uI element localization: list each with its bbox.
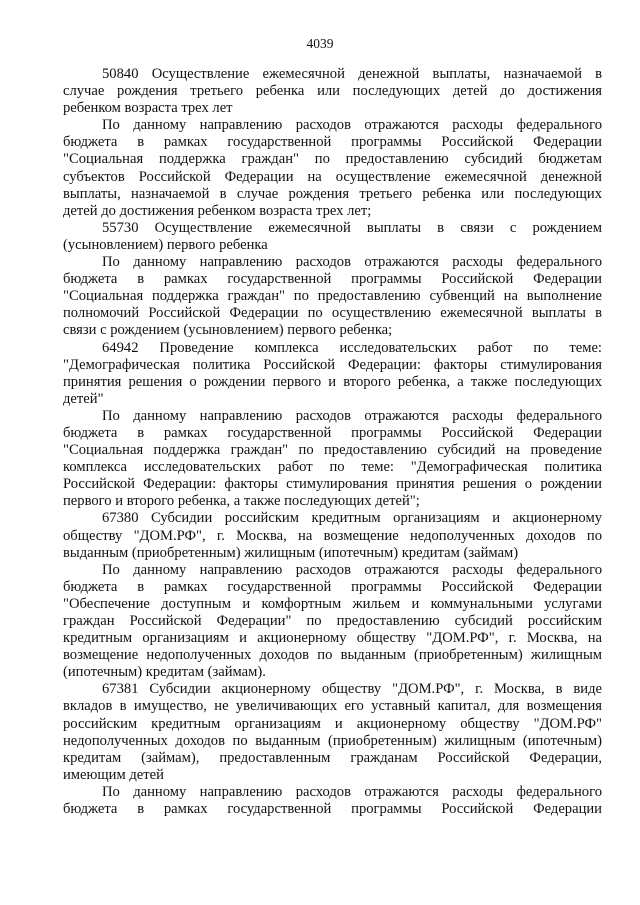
paragraph-description-67380	[63, 562, 602, 682]
page-number: 4039	[306, 36, 334, 51]
text-line: бюджета в рамках государственной программы Российской Федерации	[63, 801, 602, 818]
text-line: кредитам (займам), предоставленным гражданам Российской Федерации,	[63, 749, 602, 766]
paragraph-code-67381	[63, 681, 602, 784]
text-line: российским кредитным организациям и акционерному обществу "ДОМ.РФ"	[63, 715, 602, 732]
text-line: "Социальная поддержка граждан" по предоставлению субвенций на выполнение	[63, 288, 602, 305]
text-line: принятия решения о рождении первого и второго ребенка, а также последующих	[63, 373, 602, 390]
text-line: бюджета в рамках государственной программы Российской Федерации	[63, 578, 602, 595]
text-line: "Социальная поддержка граждан" по предоставлению субсидий бюджетам	[63, 151, 602, 168]
text-line: (ипотечным) кредитам (займам).	[63, 664, 266, 681]
text-line: 64942 Проведение комплекса исследовательских работ по теме:	[102, 339, 602, 356]
text-line: комплекса исследовательских работ по теме: "Демографическая политика	[63, 459, 602, 476]
text-line: 55730 Осуществление ежемесячной выплаты в связи с рождением	[102, 219, 602, 236]
text-line: бюджета в рамках государственной программы Российской Федерации	[63, 134, 602, 151]
paragraph-description-50840	[63, 117, 602, 220]
text-line: бюджета в рамках государственной программы Российской Федерации	[63, 424, 602, 441]
text-line: По данному направлению расходов отражаются расходы федерального	[102, 254, 602, 271]
text-line: субъектов Российской Федерации на осуществление ежемесячной денежной	[63, 168, 602, 185]
text-line: "Социальная поддержка граждан" по предоставлению субсидий на проведение	[63, 442, 602, 459]
paragraph-code-50840	[63, 66, 602, 117]
text-line: (усыновлением) первого ребенка	[63, 236, 268, 253]
text-line: детей до достижения ребенком возраста трех лет;	[63, 202, 372, 219]
text-line: 67381 Субсидии акционерному обществу "ДОМ.РФ", г. Москва, в виде	[102, 681, 602, 698]
text-line: недополученных доходов по выданным (приобретенным) жилищным (ипотечным)	[63, 732, 602, 749]
paragraph-code-64942	[63, 340, 602, 408]
text-line: граждан Российской Федерации" по предоставлению субсидий российским	[63, 613, 602, 629]
paragraph-description-64942	[63, 408, 602, 511]
text-line: 50840 Осуществление ежемесячной денежной выплаты, назначаемой в	[102, 66, 602, 82]
text-line: Российской Федерации: факторы стимулирования принятия решения о рождении	[63, 476, 602, 493]
text-line: первого и второго ребенка, а также последующих детей";	[63, 493, 420, 510]
paragraph-code-55730	[63, 220, 602, 254]
text-line: выданным (приобретенным) жилищным (ипотечным) кредитам (займам)	[63, 544, 519, 561]
paragraph-description-67381	[63, 784, 602, 818]
text-line: По данному направлению расходов отражаются расходы федерального	[102, 783, 602, 800]
text-line: По данному направлению расходов отражаются расходы федерального	[102, 407, 602, 424]
text-line: обществу "ДОМ.РФ", г. Москва, на возмещение недополученных доходов по	[63, 527, 602, 544]
text-line: имеющим детей	[63, 766, 164, 783]
text-line: бюджета в рамках государственной программы Российской Федерации	[63, 271, 602, 288]
text-line: случае рождения третьего ребенка или последующих детей до достижения	[63, 83, 602, 100]
paragraph-code-67380	[63, 510, 602, 561]
text-line: 67380 Субсидии российским кредитным организациям и акционерному	[102, 510, 602, 527]
text-line: выплаты, назначаемой в случае рождения третьего ребенка или последующих	[63, 185, 602, 202]
text-line: кредитным организациям и акционерному обществу "ДОМ.РФ", г. Москва, на	[63, 630, 602, 647]
text-line: связи с рождением (усыновлением) первого ребенка;	[63, 322, 393, 339]
text-line: детей"	[63, 390, 104, 407]
text-line: ребенком возраста трех лет	[63, 100, 233, 117]
text-line: вкладов в имущество, не увеличивающих его уставный капитал, для возмещения	[63, 698, 602, 715]
text-line: По данному направлению расходов отражаются расходы федерального	[102, 117, 602, 134]
paragraph-description-55730	[63, 254, 602, 339]
text-line: полномочий Российской Федерации по осуществлению ежемесячной выплаты в	[63, 305, 602, 322]
text-line: "Обеспечение доступным и комфортным жильем и коммунальными услугами	[63, 595, 602, 612]
text-line: По данному направлению расходов отражаются расходы федерального	[102, 561, 602, 578]
document-body	[63, 66, 602, 818]
text-line: "Демографическая политика Российской Федерации: факторы стимулирования	[63, 356, 602, 373]
text-line: возмещение недополученных доходов по выданным (приобретенным) жилищным	[63, 647, 602, 664]
